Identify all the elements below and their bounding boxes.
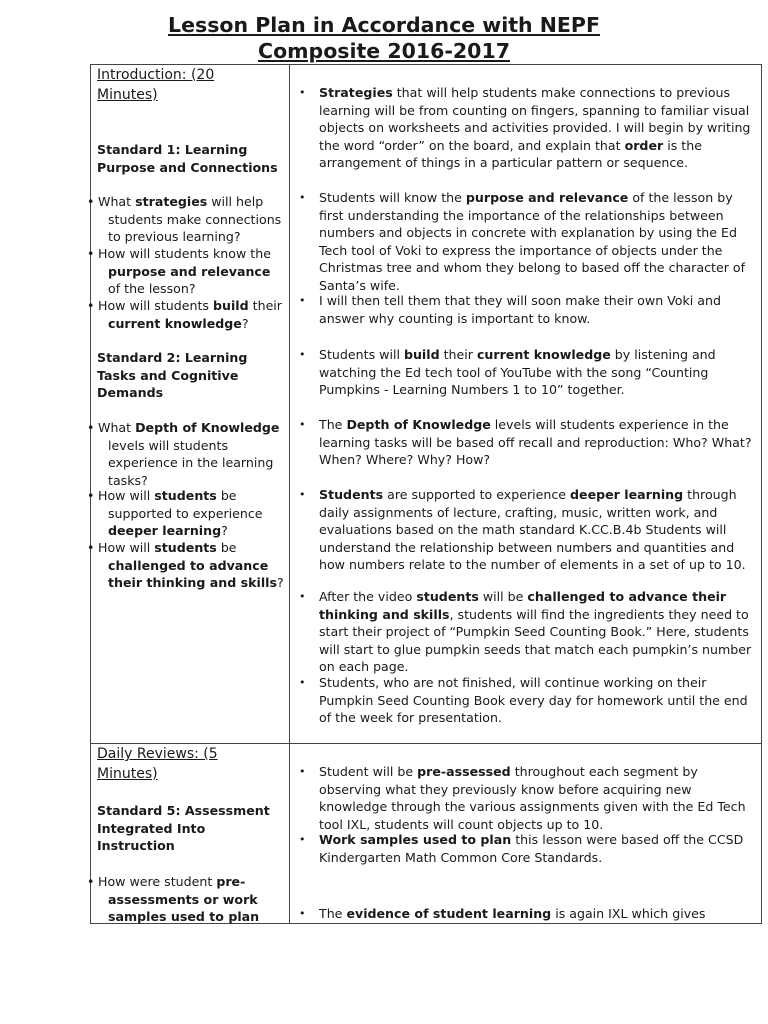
standard-5-heading (97, 802, 270, 855)
question-purpose (87, 245, 286, 298)
response-voki (299, 292, 755, 327)
bullet-glyph: • (87, 194, 95, 209)
response-purpose (299, 189, 755, 294)
bullet-glyph: • (87, 298, 95, 313)
r-bold: Work samples used to plan (319, 832, 512, 847)
question-build (87, 297, 286, 332)
bullet-glyph: • (87, 488, 95, 503)
bullet-glyph: • (299, 833, 306, 846)
response-evidence (299, 905, 755, 923)
bullet-glyph: • (299, 907, 306, 920)
bullet-glyph: • (299, 590, 306, 603)
q-text: tasks? (108, 472, 148, 488)
bullet-glyph: • (87, 246, 95, 261)
r-text: through daily assignments of lecture, crafting, music, written work, and evaluations based on the math standard K.CC.B.4b Students will understand the relationship between numbers and quantities and how numbers relate to the number of elements in a set of up to 10. (319, 487, 746, 572)
section-header-daily-reviews (97, 745, 218, 784)
r-bold: Depth of Knowledge (346, 417, 491, 432)
standard-5-line1: Standard 5: Assessment (97, 803, 270, 818)
q-text: levels will students (108, 437, 229, 453)
standard-2-heading (97, 349, 247, 402)
r-text: Students will know the (319, 190, 466, 205)
r-text: is the arrangement of things in a particular pattern or sequence. (319, 137, 702, 170)
response-build (299, 346, 755, 399)
r-text: that will help students make connections to previous learning will be from counting on fingers, spanning to familiar visual objects on worksheets and activities provided. I will begin by writing the word “order” on the board, and explain that (319, 85, 751, 153)
q-text: ? (276, 575, 284, 590)
standard-2-line2: Tasks and Cognitive (97, 367, 239, 383)
q-text: How will (98, 488, 155, 503)
bullet-glyph: • (299, 191, 306, 204)
r-text: After the video (319, 589, 417, 604)
r-text: is again IXL which gives (551, 906, 706, 921)
q-text: ? (221, 523, 228, 538)
r-bold: evidence of student learning (346, 906, 552, 921)
q-bold: purpose and relevance (108, 263, 271, 279)
response-work-samples (299, 831, 755, 866)
r-text: I will then tell them that they will soon make their own Voki and answer why counting is important to know. (319, 293, 722, 326)
response-strategies (299, 84, 755, 172)
r-text: are supported to experience (383, 487, 571, 502)
bullet-glyph: • (87, 540, 95, 555)
q-text: students make connections (108, 211, 282, 227)
r-text: The (319, 417, 347, 432)
question-pre-assessments (87, 873, 286, 926)
r-text: by listening and watching the Ed tech tool of YouTube with the song “Counting Pumpkins - Learning Numbers 1 to 10” together. (319, 347, 716, 397)
q-text: of the lesson? (108, 281, 196, 296)
question-depth (87, 419, 286, 489)
q-bold: challenged to advance (108, 557, 269, 573)
q-text: supported to experience (108, 505, 263, 521)
r-bold: current knowledge (476, 347, 611, 362)
response-challenged (299, 588, 755, 676)
q-bold: strategies (135, 194, 208, 209)
bullet-glyph: • (299, 348, 306, 361)
bullet-glyph: • (299, 676, 306, 689)
q-text: to previous learning? (108, 229, 241, 244)
q-bold: assessments or work (108, 891, 258, 907)
q-text: be (216, 540, 237, 555)
standard-5-line3: Instruction (97, 838, 175, 854)
question-challenged (87, 539, 286, 592)
section-header-introduction (97, 66, 214, 105)
bullet-glyph: • (299, 86, 306, 99)
response-homework (299, 674, 755, 727)
section-header-line1: Daily Reviews: (5 (97, 746, 218, 762)
r-text: Students, who are not finished, will continue working on their Pumpkin Seed Counting Book every day for homework until the end of the week for presentation. (319, 675, 748, 725)
response-deeper-learning (299, 486, 755, 574)
r-bold: order (624, 137, 664, 153)
question-deeper-learning (87, 487, 286, 540)
q-text: experience in the learning (108, 455, 274, 470)
r-text: of the lesson by first understanding the importance of the relationships between numbers and objects in concrete with explanation by using the Ed Tech tool of Voki to express the importance of objects under the Christmas tree and whom they belong to based off the character of Santa’s wife. (319, 190, 746, 293)
bullet-glyph: • (299, 418, 306, 431)
q-bold: pre- (216, 874, 246, 889)
standard-1-heading (97, 141, 278, 176)
standard-5-line2: Integrated Into (97, 820, 206, 836)
q-bold: students (154, 540, 217, 555)
r-bold: deeper learning (570, 487, 684, 502)
r-bold: challenged to advance their thinking and skills (319, 589, 727, 622)
bullet-glyph: • (299, 765, 306, 778)
q-bold: samples used to plan (108, 909, 260, 924)
q-text: their (248, 298, 282, 313)
r-bold: build (403, 347, 440, 362)
r-bold: Strategies (319, 85, 393, 100)
section-header-line2: Minutes) (97, 86, 158, 103)
standard-2-line1: Standard 2: Learning (97, 350, 248, 365)
q-bold: their thinking and skills (108, 575, 277, 590)
r-bold: purpose and relevance (465, 190, 629, 205)
bullet-glyph: • (87, 874, 95, 889)
bullet-glyph: • (299, 488, 306, 501)
r-bold: pre-assessed (417, 764, 511, 779)
r-bold: Students (319, 487, 384, 502)
q-text: be (216, 488, 237, 503)
q-text: will help (207, 194, 264, 209)
q-text: How will students know the (98, 246, 271, 261)
response-pre-assessed (299, 763, 755, 833)
response-depth (299, 416, 755, 469)
q-bold: students (154, 488, 217, 503)
r-text: throughout each segment by observing what they previously know before acquiring new knowledge through the various assignments given with the Ed Tech tool IXL, students will count objects up to 10. (319, 764, 746, 832)
r-text: their (439, 347, 477, 362)
r-text: Students will (319, 347, 404, 362)
q-text: What (98, 420, 136, 435)
r-bold: students (416, 589, 479, 604)
q-bold: build (213, 298, 249, 313)
section-header-line2: Minutes) (97, 765, 158, 782)
standard-1-line2: Purpose and Connections (97, 159, 278, 175)
r-text: , students will find the ingredients they need to start their project of “Pumpkin Seed Counting Book.” Here, students will start to glue pumpkin seeds that match each pumpkin’s number on each page. (319, 606, 752, 674)
r-text: Student will be (319, 764, 418, 779)
q-bold: Depth of Knowledge (135, 420, 280, 435)
bullet-glyph: • (299, 294, 306, 307)
q-text: How were student (98, 874, 217, 889)
column-divider (289, 64, 290, 924)
document-title-line1: Lesson Plan in Accordance with NEPF (168, 13, 600, 37)
standard-1-line1: Standard 1: Learning (97, 142, 248, 157)
q-text: How will students (98, 298, 213, 313)
q-text: How will (98, 540, 155, 555)
r-text: will be (478, 589, 528, 604)
question-strategies (87, 193, 286, 246)
q-bold: current knowledge (108, 315, 242, 331)
document-title-line2: Composite 2016-2017 (258, 39, 510, 63)
q-text: What (98, 194, 136, 209)
section-header-line1: Introduction: (20 (97, 67, 215, 83)
r-text: The (319, 906, 347, 921)
r-text: levels will students experience in the learning tasks will be based off recall and reproduction: Who? What? When? Where? Why? How? (319, 417, 752, 467)
r-text: this lesson were based off the CCSD Kindergarten Math Common Core Standards. (319, 832, 744, 865)
q-bold: deeper learning (108, 523, 222, 538)
q-text: ? (241, 315, 249, 331)
row-divider (90, 743, 762, 744)
standard-2-line3: Demands (97, 385, 164, 401)
bullet-glyph: • (87, 420, 95, 435)
